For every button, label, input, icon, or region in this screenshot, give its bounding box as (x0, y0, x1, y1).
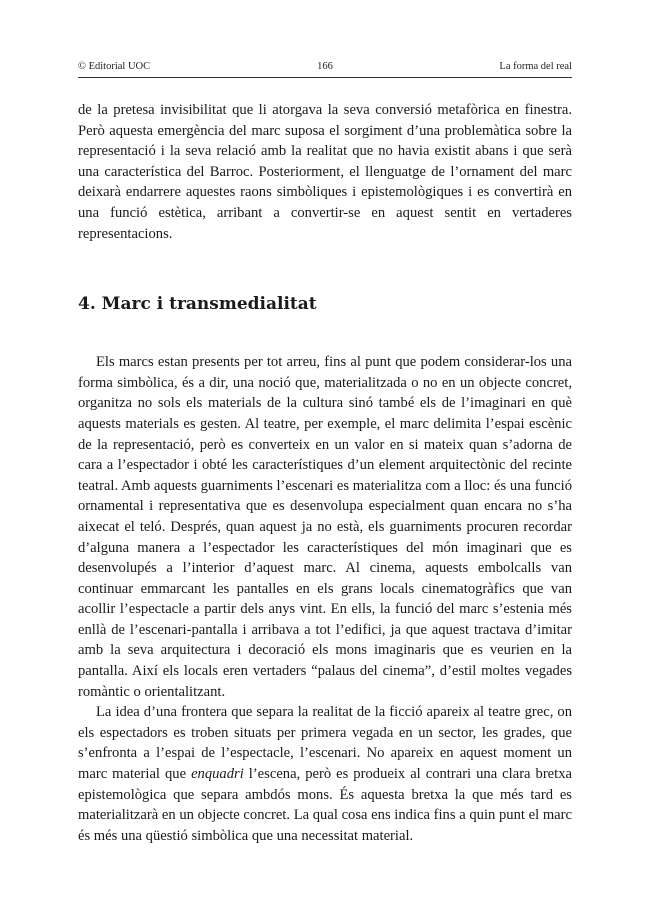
paragraph-1: de la pretesa invisibilitat que li atorgava la seva conversió metafòrica en finestra. Però aquesta emergència del marc suposa el sorgiment d’una problemàtica sobre la representació i la seva relació amb la realitat que no havia existit abans i que serà una característica del Barroc. Posteriorment, el llenguatge de l’ornament del marc deixarà endarrere aquestes raons simbòliques i epistemològiques i es convertirà en una funció estètica, arribant a convertir-se en aquest sentit en vertaderes representacions. (78, 102, 572, 242)
section-heading: 4. Marc i transmedialitat (78, 294, 317, 315)
page-body (78, 100, 572, 846)
paragraph-2: Els marcs estan presents per tot arreu, fins al punt que podem considerar-los una forma simbòlica, és a dir, una noció que, materialitzada o no en un objecte concret, organitza no sols els materials de la cultura sinó també els de l’imaginari en què aquests materials es gesten. Al teatre, per exemple, el marc delimita l’espai escènic de la representació, però es converteix en un valor en si mateix quan s’adorna de cara a l’espectador i obté les característiques d’un element arquitectònic del recinte teatral. Amb aquests guarniments l’escenari es materialitza com a lloc: és una funció ornamental i representativa que es desenvolupa especialment quan encara no s’ha aixecat el teló. Després, quan aquest ja no està, els guarniments procuren recordar d’alguna manera a l’espectador les característiques del món imaginari que es desenvolupés a l’interior d’aquest marc. Al cinema, aquests embolcalls van continuar emmarcant les pantalles en els grans locals cinematogràfics que van acollir l’espectacle a partir dels anys vint. En ells, la funció del marc s’estenia més enllà de l’escenari-pantalla i arribava a tot l’edifici, ja que aquest tractava d’imitar amb la seva arquitectura i decoració els mons imaginaris que es veurien en la pantalla. Així els locals eren vertaders “palaus del cinema”, d’estil moltes vegades romàntic o orientalitzant. (78, 354, 572, 700)
publisher-label: © Editorial UOC (78, 61, 151, 72)
paragraph-3-text-start: La idea d’una frontera que separa la realitat de la ficció apareix al teatre grec, on els espectadors es troben situats per primera vegada en un sector, les grades, que s’enfronta a l’espai de l’espectacle, l’escenari. No apareix en aquest moment un marc material que (78, 704, 572, 783)
running-header (78, 61, 572, 78)
paragraph-3-text-end: l’escena, però es produeix al contrari una clara bretxa epistemològica que separa ambdós mons. És aquesta bretxa la que més tard es materialitzarà en un objecte concret. La qual cosa ens indica fins a quin punt el marc és més una qüestió simbòlica que una necessitat material. (78, 766, 572, 844)
page-number: 166 (317, 61, 333, 72)
paragraph-3-italic-word: enquadri (191, 766, 244, 783)
chapter-title: La forma del real (499, 61, 572, 72)
paragraph-3 (78, 702, 572, 846)
